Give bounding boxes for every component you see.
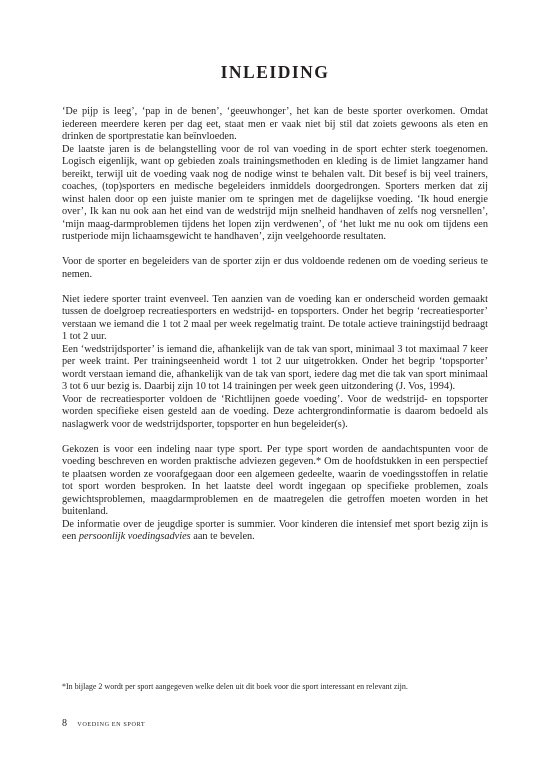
paragraph-competitive: Een ‘wedstrijdsporter’ is iemand die, afhankelijk van de tak van sport, minimaal 3 tot maximaal 7 keer per week traint. Per trainingseenheid wordt 1 tot 2 uur uitgetrokken. Onder het begrip ‘topsporter’ wordt verstaan iemand die, afhankelijk van de tak van sport, iedere dag met die tak van sport minimaal 3 tot 6 uur bezig is. Daarbij zijn 10 tot 14 trainingen per week geen uitzondering (J. Vos, 1994).	[62, 343, 488, 392]
paragraph-interest: De laatste jaren is de belangstelling voor de rol van voeding in de sport echter sterk toegenomen. Logisch eigenlijk, want op gebieden zoals trainingsmethoden en kleding is de limiet langzamer hand bereikt, terwijl uit de voeding vaak nog de nodige winst te behalen valt. Dit besef is bij veel trainers, coaches, (top)sporters en medische begeleiders inmiddels doorgedrongen. Sporters merken dat zij winst halen door op een juiste manier om te springen met de dagelijkse voeding. ‘Ik houd energie over’, Ik kan nu ook aan het eind van de wedstrijd mijn snelheid handhaven of zelfs nog versnellen’, ‘mijn maag-darmproblemen tijdens het lopen zijn verdwenen’, of ‘het lukt me nu ook om tijdens een rustperiode mijn lichaamsgewicht te handhaven’, zijn veelgehoorde resultaten.	[62, 143, 488, 242]
paragraph-gap	[62, 281, 488, 294]
page-footer	[62, 718, 145, 730]
paragraph-guidelines: Voor de recreatiesporter voldoen de ‘Richtlijnen goede voeding’. Voor de wedstrijd- en topsporter worden specifieke eisen gesteld aan de voeding. Deze achtergrondinformatie is daarom bedoeld als naslagwerk voor de wedstrijdsporter, topsporter en hun begeleider(s).	[62, 393, 488, 430]
paragraph-gap	[62, 244, 488, 257]
footnote: *In bijlage 2 wordt per sport aangegeven welke delen uit dit boek voor die sport interessant en relevant zijn.	[62, 682, 408, 691]
chapter-title: INLEIDING	[220, 62, 330, 82]
paragraph-structure: Gekozen is voor een indeling naar type sport. Per type sport worden de aandachtspunten voor de voeding beschreven en worden praktische adviezen gegeven.* Om de hoofdstukken in een perspectief te plaatsen worden ze voorafgegaan door een algemeen gedeelte, waarin de voedingsstoffen in relatie tot sport worden besproken. In het laatste deel wordt ingegaan op specifieke problemen, zoals gewichtsproblemen, maagdarmproblemen en de maatregelen die getroffen moeten worden in het buitenland.	[62, 443, 488, 517]
paragraph-reasons: Voor de sporter en begeleiders van de sporter zijn er dus voldoende redenen om de voeding serieus te nemen.	[62, 256, 488, 280]
page-number: 8	[62, 718, 67, 729]
paragraph-recreational: Niet iedere sporter traint evenveel. Ten aanzien van de voeding kan er onderscheid worden gemaakt tussen de doelgroep recreatiesporters en wedstrijd- en topsporters. Onder het begrip ‘recreatiesporter’ verstaan we iemand die 1 tot 2 maal per week regelmatig traint. De totale actieve trainingstijd bedraagt 1 tot 2 uur.	[62, 293, 488, 342]
paragraph-gap	[62, 431, 488, 444]
running-title: VOEDING EN SPORT	[77, 721, 146, 728]
youth-text-emphasis: persoonlijk voedingsadvies	[78, 531, 191, 542]
body-text	[62, 106, 488, 544]
youth-text-start: De informatie over de jeugdige sporter is summier. Voor kinderen die intensief met sport bezig zijn is een	[62, 518, 488, 542]
paragraph-youth	[62, 519, 488, 544]
youth-text-end: aan te bevelen.	[190, 531, 255, 542]
paragraph-intro: ‘De pijp is leeg’, ‘pap in de benen’, ‘geeuwhonger’, het kan de beste sporter overkomen. Omdat iedereen meerdere keren per dag eet, staat men er vaak niet bij stil dat zoiets gewoons als eten en drinken de sportprestatie kan beïnvloeden.	[62, 106, 488, 142]
